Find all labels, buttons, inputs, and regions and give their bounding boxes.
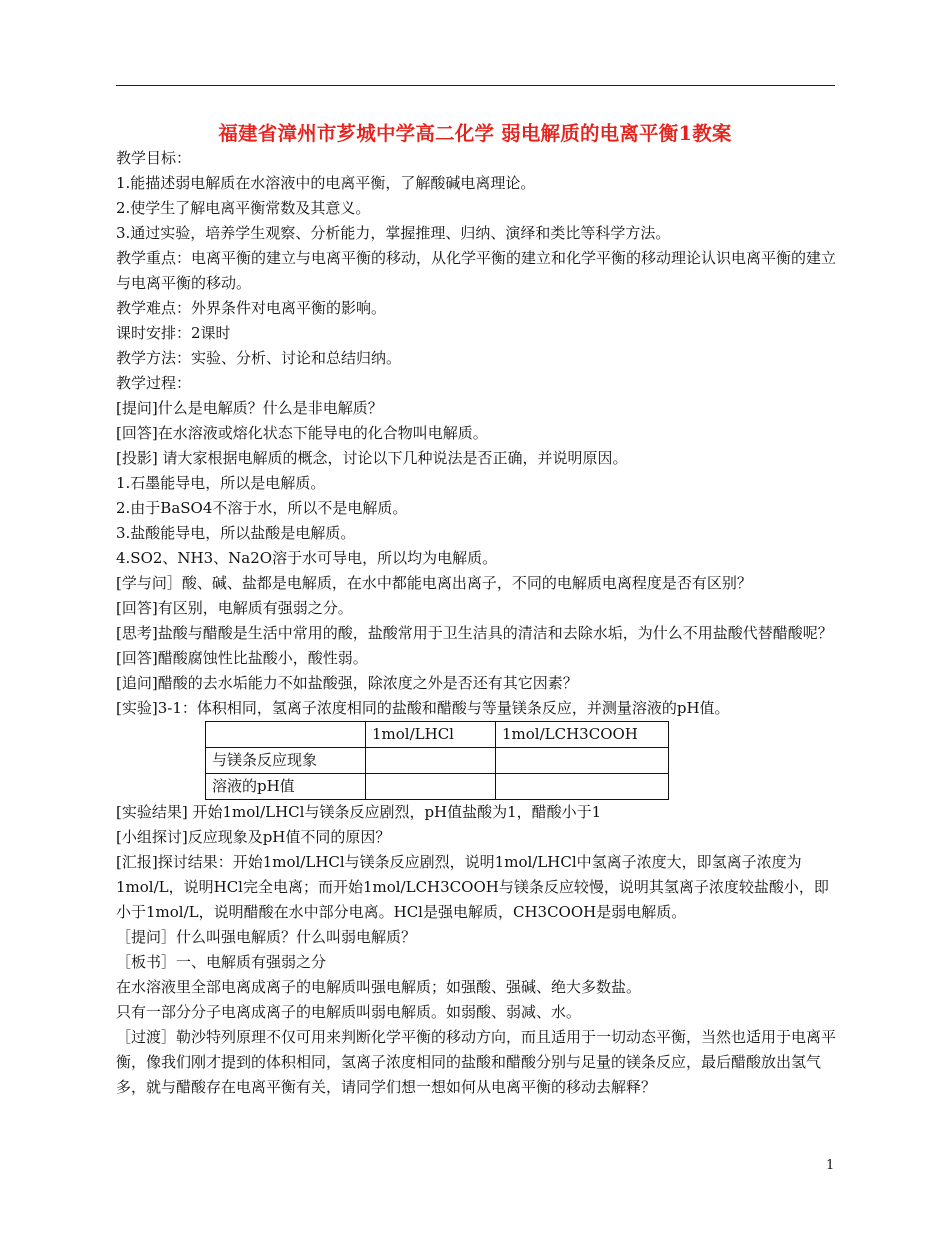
table-header-cell: 1mol/LHCl bbox=[366, 722, 496, 748]
text-line: [学与问］酸、碱、盐都是电解质，在水中都能电离出离子，不同的电解质电离程度是否有区别？ bbox=[116, 574, 752, 592]
text-line: 1.能描述弱电解质在水溶液中的电离平衡，了解酸碱电离理论。 bbox=[116, 174, 536, 192]
text-line: 3.盐酸能导电，所以盐酸是电解质。 bbox=[116, 524, 356, 542]
text-line: 教学方法：实验、分析、讨论和总结归纳。 bbox=[116, 349, 402, 367]
text-line: 教学重点：电离平衡的建立与电离平衡的移动，从化学平衡的建立和化学平衡的移动理论认识电离平衡的建立与电离平衡的移动。 bbox=[116, 249, 837, 292]
table-cell bbox=[366, 774, 496, 800]
header-rule bbox=[116, 85, 835, 86]
text-line: ［过渡］勒沙特列原理不仅可用来判断化学平衡的移动方向，而且适用于一切动态平衡，当然也适用于电离平衡，像我们刚才提到的体积相同，氢离子浓度相同的盐酸和醋酸分别与足量的镁条反应，最后醋酸放出氢气多，就与醋酸存在电离平衡有关，请同学们想一想如何从电离平衡的移动去解释？ bbox=[116, 1028, 837, 1096]
text-line: [思考]盐酸与醋酸是生活中常用的酸，盐酸常用于卫生洁具的清洁和去除水垢，为什么不用盐酸代替醋酸呢？ bbox=[116, 624, 833, 642]
text-line: 教学目标： bbox=[116, 149, 192, 167]
table-cell bbox=[496, 774, 669, 800]
text-line: [回答]醋酸腐蚀性比盐酸小，酸性弱。 bbox=[116, 649, 368, 667]
text-line: [追问]醋酸的去水垢能力不如盐酸强，除浓度之外是否还有其它因素？ bbox=[116, 674, 578, 692]
text-line: ［板书］一、电解质有强弱之分 bbox=[116, 953, 327, 971]
text-line: [投影] 请大家根据电解质的概念，讨论以下几种说法是否正确，并说明原因。 bbox=[116, 449, 628, 467]
text-line: 课时安排：2课时 bbox=[116, 324, 231, 342]
table-cell bbox=[496, 748, 669, 774]
text-line: 在水溶液里全部电离成离子的电解质叫强电解质；如强酸、强碱、绝大多数盐。 bbox=[116, 978, 642, 996]
text-line: 4.SO2、NH3、Na2O溶于水可导电，所以均为电解质。 bbox=[116, 549, 498, 567]
text-line: ［提问］什么叫强电解质？什么叫弱电解质？ bbox=[116, 928, 417, 946]
table-row-label: 溶液的pH值 bbox=[206, 774, 366, 800]
text-line: [实验结果] 开始1mol/LHCl与镁条反应剧烈，pH值盐酸为1，醋酸小于1 bbox=[116, 803, 602, 821]
table-row-label: 与镁条反应现象 bbox=[206, 748, 366, 774]
table-row bbox=[206, 748, 669, 774]
text-line: [回答]在水溶液或熔化状态下能导电的化合物叫电解质。 bbox=[116, 424, 488, 442]
text-line: 1.石墨能导电，所以是电解质。 bbox=[116, 474, 326, 492]
table-row bbox=[206, 774, 669, 800]
text-line: 2.由于BaSO4不溶于水，所以不是电解质。 bbox=[116, 499, 408, 517]
table-cell bbox=[206, 722, 366, 748]
text-line: [汇报]探讨结果：开始1mol/LHCl与镁条反应剧烈，说明1mol/LHCl中氢离子浓度大，即氢离子浓度为1mol/L，说明HCl完全电离；而开始1mol/LCH3COOH与镁条反应较慢，说明其氢离子浓度较盐酸小，即小于1mol/L，说明醋酸在水中部分电离。HCl是强电解质，CH3COOH是弱电解质。 bbox=[116, 853, 829, 921]
page-number: 1 bbox=[826, 1158, 835, 1173]
text-line: [实验]3-1：体积相同，氢离子浓度相同的盐酸和醋酸与等量镁条反应，并测量溶液的pH值。 bbox=[116, 699, 730, 717]
text-line: 教学过程： bbox=[116, 374, 192, 392]
table-header-row bbox=[206, 722, 669, 748]
table-cell bbox=[366, 748, 496, 774]
text-line: 3.通过实验，培养学生观察、分析能力，掌握推理、归纳、演绎和类比等科学方法。 bbox=[116, 224, 671, 242]
table-header-cell: 1mol/LCH3COOH bbox=[496, 722, 669, 748]
text-line: [提问]什么是电解质？什么是非电解质？ bbox=[116, 399, 383, 417]
text-line: [回答]有区别，电解质有强弱之分。 bbox=[116, 599, 353, 617]
text-line: 2.使学生了解电离平衡常数及其意义。 bbox=[116, 199, 371, 217]
experiment-table bbox=[205, 721, 669, 800]
text-line: [小组探讨]反应现象及pH值不同的原因？ bbox=[116, 828, 391, 846]
document-body bbox=[116, 146, 838, 1100]
document-title: 福建省漳州市芗城中学高二化学 弱电解质的电离平衡1教案 bbox=[218, 122, 732, 145]
text-line: 教学难点：外界条件对电离平衡的影响。 bbox=[116, 299, 387, 317]
text-line: 只有一部分分子电离成离子的电解质叫弱电解质。如弱酸、弱减、水。 bbox=[116, 1003, 582, 1021]
